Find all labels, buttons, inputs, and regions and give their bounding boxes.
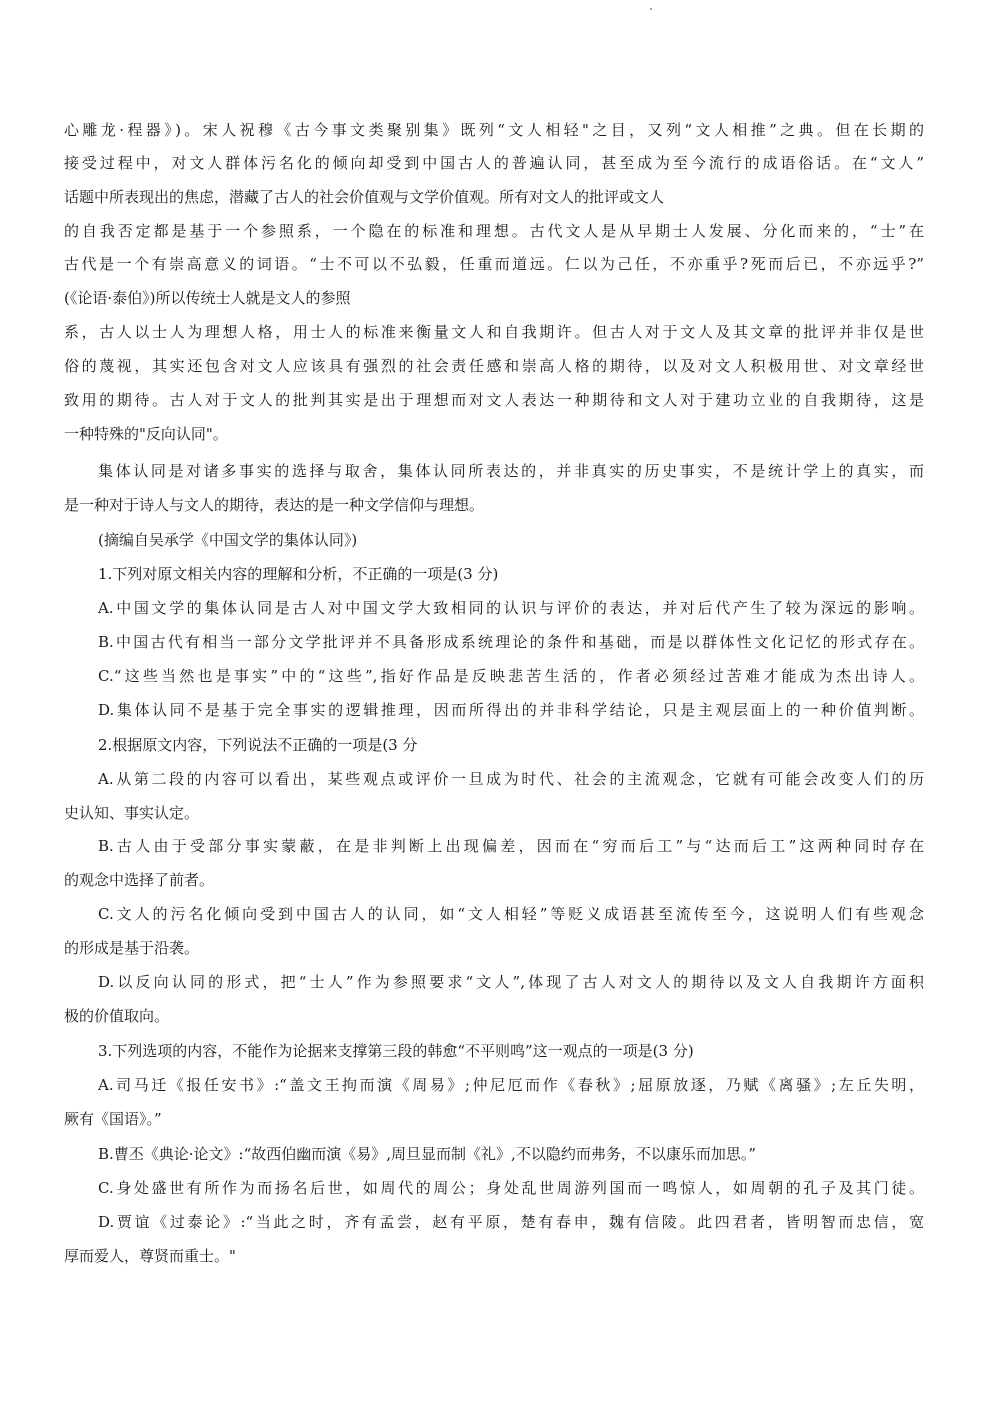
question-2-option-a-cont: 史认知、事实认定。 bbox=[64, 804, 200, 822]
question-3-option-a: A.司马迁《报任安书》:“盖文王拘而演《周易》;仲尼厄而作《春秋》;屈原放逐，乃赋《离骚》;左丘失明， bbox=[98, 1076, 924, 1094]
scan-dot bbox=[650, 8, 652, 10]
question-2-option-a: A.从第二段的内容可以看出，某些观点或评价一旦成为时代、社会的主流观念，它就有可能会改变人们的历 bbox=[98, 770, 924, 788]
question-1-option-d: D.集体认同不是基于完全事实的逻辑推理，因而所得出的并非科学结论，只是主观层面上的一种价值判断。 bbox=[98, 701, 924, 719]
question-2-option-d-cont: 极的价值取向。 bbox=[64, 1007, 170, 1025]
passage-line: 是一种对于诗人与文人的期待，表达的是一种文学信仰与理想。 bbox=[64, 496, 485, 514]
question-3-option-d: D.贾谊《过泰论》:“当此之时，齐有孟尝，赵有平原，楚有春申，魏有信陵。此四君者，皆明智而忠信，宽 bbox=[98, 1213, 924, 1231]
question-1-option-b: B.中国古代有相当一部分文学批评并不具备形成系统理论的条件和基础，而是以群体性文化记忆的形式存在。 bbox=[98, 633, 924, 651]
question-3-stem: 3.下列选项的内容，不能作为论据来支撑第三段的韩愈“不平则鸣”这一观点的一项是(3 分) bbox=[98, 1042, 694, 1060]
passage-line: 的自我否定都是基于一个参照系，一个隐在的标准和理想。古代文人是从早期士人发展、分化而来的，“士”在 bbox=[64, 222, 924, 240]
question-2-option-b: B.古人由于受部分事实蒙蔽，在是非判断上出现偏差，因而在“穷而后工”与“达而后工”这两种同时存在 bbox=[98, 837, 924, 855]
question-2-option-c-cont: 的形成是基于沿袭。 bbox=[64, 939, 200, 957]
question-3-option-d-cont: 厚而爱人，尊贤而重士。" bbox=[64, 1247, 236, 1265]
question-3-option-a-cont: 厥有《国语》。” bbox=[64, 1110, 162, 1128]
passage-line: 接受过程中，对文人群体污名化的倾向却受到中国古人的普遍认同，甚至成为至今流行的成语俗话。在“文人” bbox=[64, 154, 924, 172]
question-2-option-c: C.文人的污名化倾向受到中国古人的认同，如“文人相轻”等贬义成语甚至流传至今，这说明人们有些观念 bbox=[98, 905, 924, 923]
passage-line: 心雕龙·程器》)。宋人祝穆《古今事文类聚别集》既列“文人相轻"之目，又列“文人相推”之典。但在长期的 bbox=[64, 121, 924, 139]
passage-line: 话题中所表现出的焦虑，潜藏了古人的社会价值观与文学价值观。所有对文人的批评或文人 bbox=[64, 188, 665, 206]
question-1-stem: 1.下列对原文相关内容的理解和分析，不正确的一项是(3 分) bbox=[98, 565, 499, 583]
question-2-option-d: D.以反向认同的形式，把“士人”作为参照要求“文人”,体现了古人对文人的期待以及文人自我期许方面积 bbox=[98, 973, 924, 991]
question-1-option-a: A.中国文学的集体认同是古人对中国文学大致相同的认识与评价的表达，并对后代产生了较为深远的影响。 bbox=[98, 599, 924, 617]
passage-line: (《论语·泰伯》)所以传统士人就是文人的参照 bbox=[64, 289, 351, 307]
passage-line: 致用的期待。古人对于文人的批判其实是出于理想而对文人表达一种期待和文人对于建功立业的自我期待，这是 bbox=[64, 391, 924, 409]
passage-line: 俗的蔑视，其实还包含对文人应该具有强烈的社会责任感和崇高人格的期待，以及对文人积极用世、对文章经世 bbox=[64, 357, 924, 375]
question-1-option-c: C.“这些当然也是事实”中的“这些”,指好作品是反映悲苦生活的，作者必须经过苦难才能成为杰出诗人。 bbox=[98, 667, 924, 685]
passage-line: 一种特殊的"反向认同"。 bbox=[64, 425, 228, 443]
source-note: (摘编自吴承学《中国文学的集体认同》) bbox=[98, 531, 358, 549]
passage-line: 集体认同是对诸多事实的选择与取舍，集体认同所表达的，并非真实的历史事实，不是统计学上的真实，而 bbox=[98, 462, 924, 480]
question-2-option-b-cont: 的观念中选择了前者。 bbox=[64, 871, 215, 889]
passage-line: 古代是一个有崇高意义的词语。“士不可以不弘毅，任重而道远。仁以为己任，不亦重乎?死而后已，不亦远乎?” bbox=[64, 255, 924, 273]
question-3-option-b: B.曹丕《典论·论文》:“故西伯幽而演《易》,周旦显而制《礼》,不以隐约而弗务，不以康乐而加思。” bbox=[98, 1145, 756, 1163]
passage-line: 系，古人以士人为理想人格，用士人的标准来衡量文人和自我期许。但古人对于文人及其文章的批评并非仅是世 bbox=[64, 323, 924, 341]
question-3-option-c: C.身处盛世有所作为而扬名后世，如周代的周公；身处乱世周游列国而一鸣惊人，如周朝的孔子及其门徒。 bbox=[98, 1179, 924, 1197]
question-2-stem: 2.根据原文内容，下列说法不正确的一项是(3 分 bbox=[98, 736, 418, 754]
